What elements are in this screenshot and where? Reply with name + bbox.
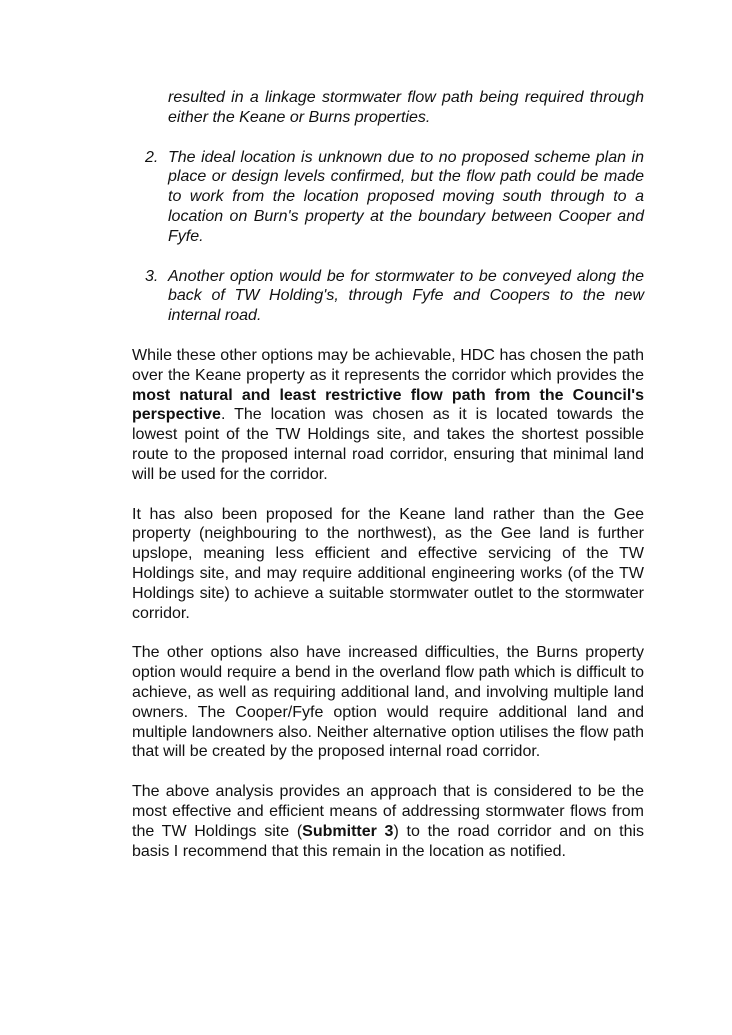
list-item-text: Another option would be for stormwater to be conveyed along the back of TW Holding's, through Fyfe and Coopers to the new internal road. [168, 267, 644, 325]
paragraph-text: ) to the road corridor and on this basis I recommend that this remain in the location as notified. [132, 822, 645, 860]
paragraph-keane-choice [132, 346, 644, 485]
list-number: 3. [145, 267, 159, 285]
paragraph-text: The above analysis provides an approach that is considered to be the most effective and efficient means of addressing stormwater flows from the TW Holdings site ( [132, 783, 644, 840]
document-page [132, 88, 644, 881]
paragraph-text: While these other options may be achievable, HDC has chosen the path over the Keane property as it represents the corridor which provides the [132, 346, 644, 384]
paragraph-gee-property: It has also been proposed for the Keane land rather than the Gee property (neighbouring to the northwest), as the Gee land is further upslope, meaning less efficient and effective servicing of the TW Holdings site, and may require additional engineering works (of the TW Holdings site) to achieve a suitable stormwater outlet to the stormwater corridor. [132, 505, 644, 622]
paragraph-text: . The location was chosen as it is located towards the lowest point of the TW Holdings site, and takes the shortest possible route to the proposed internal road corridor, ensuring that minimal land will be used for the corridor. [132, 406, 644, 483]
list-item-3 [145, 267, 644, 326]
list-item-continuation: resulted in a linkage stormwater flow path being required through either the Keane or Burns properties. [168, 89, 644, 126]
list-item-text: The ideal location is unknown due to no proposed scheme plan in place or design levels confirmed, but the flow path could be made to work from the location proposed moving south through to a location on Burn's property at the boundary between Cooper and Fyfe. [168, 148, 644, 245]
paragraph-other-options: The other options also have increased difficulties, the Burns property option would require a bend in the overland flow path which is difficult to achieve, as well as requiring additional land, and involving multiple land owners. The Cooper/Fyfe option would require additional land and multiple landowners also. Neither alternative option utilises the flow path that will be created by the proposed internal road corridor. [132, 644, 644, 761]
list-item-2 [145, 148, 644, 247]
paragraph-recommendation [132, 782, 644, 861]
paragraph-bold-text: Submitter 3 [302, 822, 394, 840]
paragraph-bold-text: most natural and least restrictive flow path from the Council's perspective [132, 386, 644, 424]
list-number: 2. [145, 148, 159, 166]
